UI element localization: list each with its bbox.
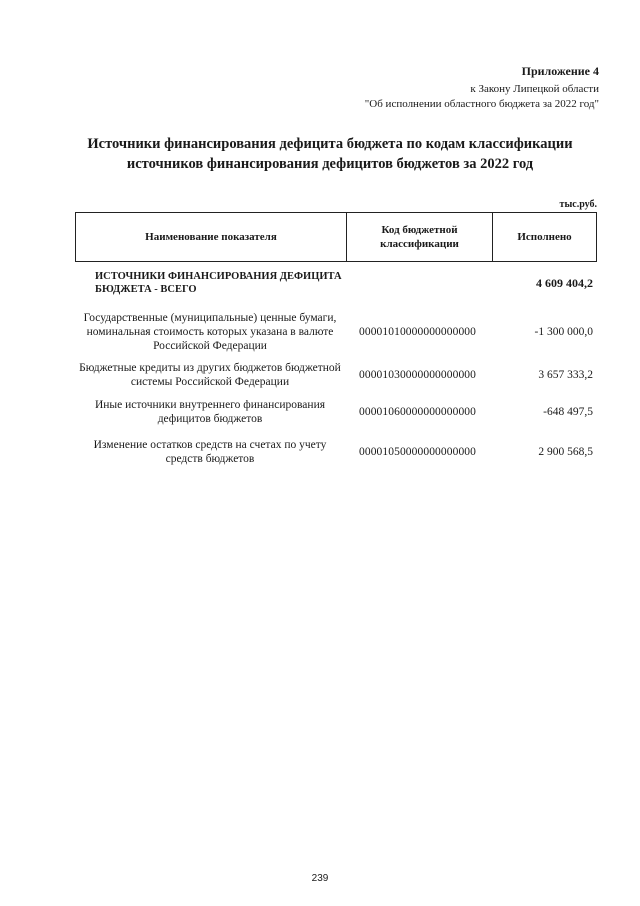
appendix-line-1: к Закону Липецкой области — [470, 83, 599, 95]
row-name-line: Российской Федерации — [153, 340, 267, 352]
table-row — [75, 360, 597, 390]
row-code: 00001010000000000000 — [359, 326, 476, 338]
units-label: тыс.руб. — [559, 199, 597, 210]
row-name-line: дефицитов бюджетов — [157, 413, 263, 425]
row-name — [75, 311, 345, 353]
row-name-line: Иные источники внутреннего финансирования — [94, 399, 326, 411]
total-name-line-2: БЮДЖЕТА - ВСЕГО — [95, 284, 197, 295]
row-value: -648 497,5 — [543, 406, 593, 418]
row-name-line: Изменение остатков средств на счетах по учету — [93, 439, 327, 451]
row-name-line: Бюджетные кредиты из других бюджетов бюджетной — [79, 362, 341, 374]
row-name — [75, 361, 345, 389]
page-number: 239 — [311, 873, 329, 884]
header-executed: Исполнено — [517, 231, 572, 243]
row-name-line: системы Российской Федерации — [130, 376, 290, 388]
row-name-line: средств бюджетов — [165, 453, 255, 465]
header-code — [347, 213, 493, 261]
table-row — [75, 397, 597, 427]
table-row — [75, 310, 597, 354]
appendix-heading: Приложение 4 — [521, 64, 599, 78]
table-row-total — [75, 268, 597, 298]
row-code: 00001030000000000000 — [359, 369, 476, 381]
row-value: 3 657 333,2 — [538, 369, 593, 381]
row-name-line: номинальная стоимость которых указана в валюте — [86, 326, 334, 338]
row-value: 4 609 404,2 — [536, 276, 593, 290]
row-name-line: Государственные (муниципальные) ценные бумаги, — [83, 312, 337, 324]
total-name-line-1: ИСТОЧНИКИ ФИНАНСИРОВАНИЯ ДЕФИЦИТА — [95, 271, 342, 282]
row-name — [75, 438, 345, 466]
header-name: Наименование показателя — [76, 213, 347, 261]
row-code: 00001060000000000000 — [359, 406, 476, 418]
header-code-line-2: классификации — [380, 238, 459, 250]
row-code: 00001050000000000000 — [359, 446, 476, 458]
appendix-block — [365, 64, 599, 112]
document-title — [60, 134, 600, 174]
row-name — [75, 398, 345, 426]
row-value: 2 900 568,5 — [538, 446, 593, 458]
title-line-1: Источники финансирования дефицита бюджета по кодам классификации — [87, 136, 573, 152]
row-value: -1 300 000,0 — [534, 326, 593, 338]
table-row — [75, 437, 597, 467]
appendix-line-2: "Об исполнении областного бюджета за 2022 год" — [364, 98, 599, 110]
header-code-line-1: Код бюджетной — [381, 224, 458, 236]
table-header — [75, 212, 597, 262]
title-line-2: источников финансирования дефицитов бюджетов за 2022 год — [126, 156, 534, 172]
row-name — [75, 270, 345, 296]
